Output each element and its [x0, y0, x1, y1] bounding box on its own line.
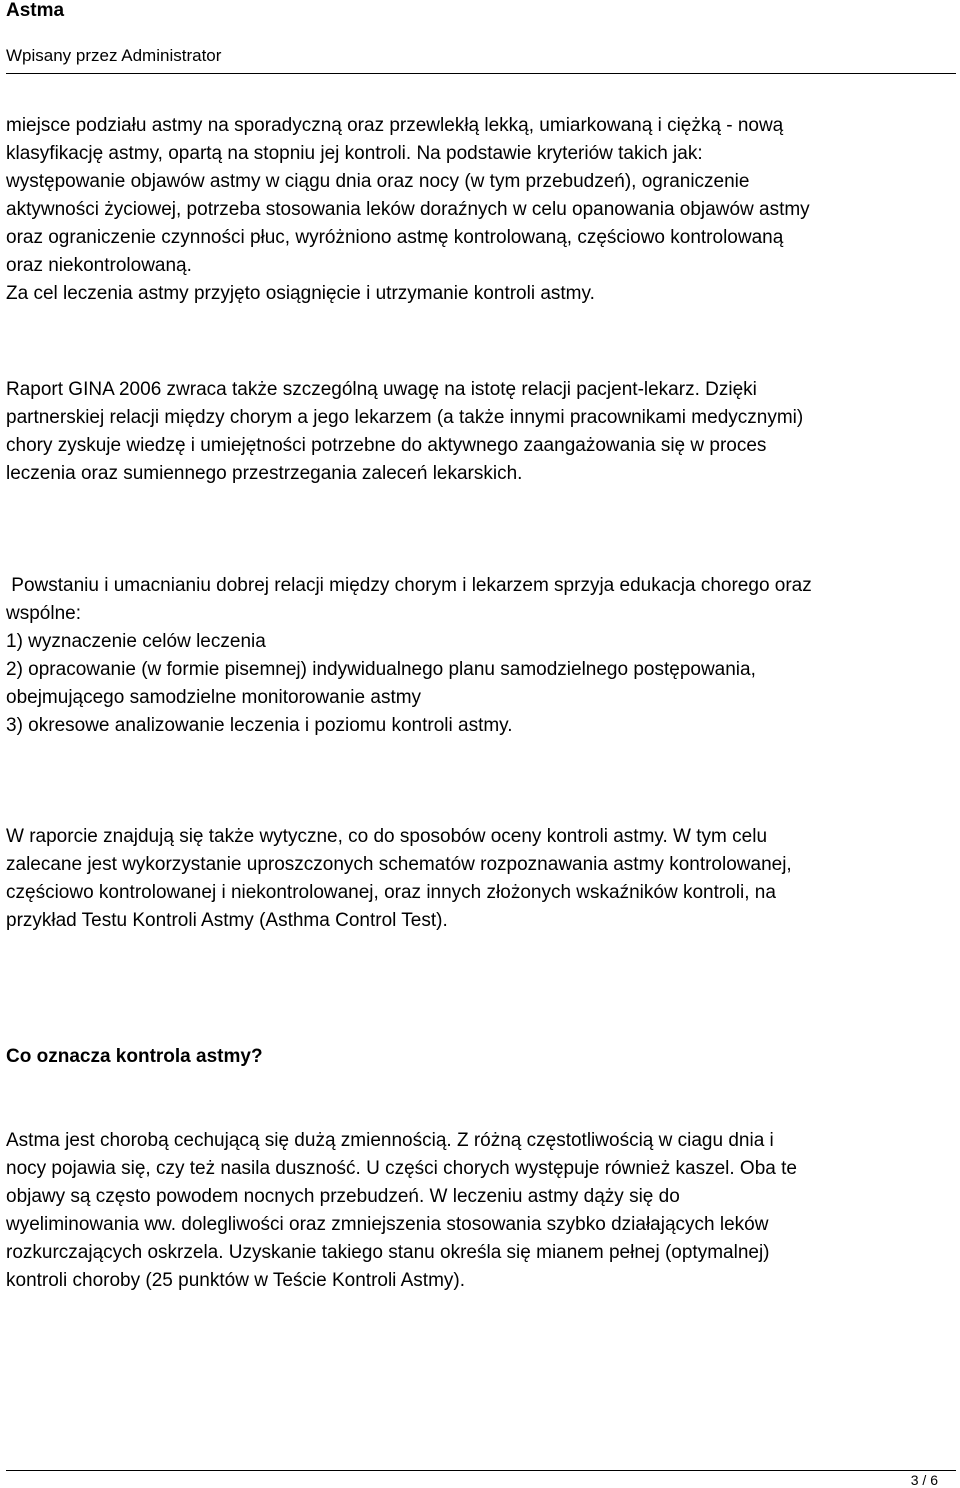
text-line: Astma jest chorobą cechującą się dużą zmiennością. Z różną częstotliwością w ciagu dnia i: [6, 1130, 774, 1151]
paragraph-control-definition: [6, 1127, 956, 1295]
text-line: wspólne:: [6, 603, 81, 624]
section-heading: Co oznacza kontrola astmy?: [6, 1046, 263, 1067]
paragraph-classification: [6, 112, 956, 308]
list-item: 2) opracowanie (w formie pisemnej) indywidualnego planu samodzielnego postępowania,: [6, 659, 756, 680]
header-divider: [6, 73, 956, 74]
text-line: objawy są często powodem nocnych przebudzeń. W leczeniu astmy dąży się do: [6, 1186, 680, 1207]
text-line: wyeliminowania ww. dolegliwości oraz zmniejszenia stosowania szybko działających leków: [6, 1214, 769, 1235]
text-line: nocy pojawia się, czy też nasila duszność. U części chorych występuje również kaszel. Oba te: [6, 1158, 797, 1179]
text-line: zalecane jest wykorzystanie uproszczonych schematów rozpoznawania astmy kontrolowanej,: [6, 854, 792, 875]
text-line: oraz ograniczenie czynności płuc, wyróżniono astmę kontrolowaną, częściowo kontrolowaną: [6, 227, 784, 248]
text-line: miejsce podziału astmy na sporadyczną oraz przewlekłą lekką, umiarkowaną i ciężką - nową: [6, 115, 784, 136]
text-line: rozkurczających oskrzela. Uzyskanie takiego stanu określa się mianem pełnej (optymalnej): [6, 1242, 770, 1263]
paragraph-gina-report: [6, 376, 956, 488]
text-line: występowanie objawów astmy w ciągu dnia oraz nocy (w tym przebudzeń), ograniczenie: [6, 171, 750, 192]
paragraph-education: [6, 572, 956, 740]
text-line: przykład Testu Kontroli Astmy (Asthma Control Test).: [6, 910, 448, 931]
text-line: aktywności życiowej, potrzeba stosowania leków doraźnych w celu opanowania objawów astmy: [6, 199, 810, 220]
list-item: 3) okresowe analizowanie leczenia i poziomu kontroli astmy.: [6, 715, 513, 736]
text-line: Za cel leczenia astmy przyjęto osiągnięcie i utrzymanie kontroli astmy.: [6, 283, 595, 304]
text-line: częściowo kontrolowanej i niekontrolowanej, oraz innych złożonych wskaźników kontroli, na: [6, 882, 776, 903]
document-header: [6, 0, 956, 65]
text-line: W raporcie znajdują się także wytyczne, co do sposobów oceny kontroli astmy. W tym celu: [6, 826, 768, 847]
list-item: 1) wyznaczenie celów leczenia: [6, 631, 266, 652]
text-line: obejmującego samodzielne monitorowanie astmy: [6, 687, 422, 708]
document-title: Astma: [6, 0, 65, 21]
text-line: klasyfikację astmy, opartą na stopniu jej kontroli. Na podstawie kryteriów takich jak:: [6, 143, 703, 164]
paragraph-guidelines: [6, 823, 956, 935]
text-line: Raport GINA 2006 zwraca także szczególną uwagę na istotę relacji pacjent-lekarz. Dzięki: [6, 379, 757, 400]
text-line: partnerskiej relacji między chorym a jego lekarzem (a także innymi pracownikami medycznymi): [6, 407, 804, 428]
document-author: Wpisany przez Administrator: [6, 46, 222, 65]
text-line: leczenia oraz sumiennego przestrzegania zaleceń lekarskich.: [6, 463, 523, 484]
text-line: Powstaniu i umacnianiu dobrej relacji między chorym i lekarzem sprzyja edukacja chorego oraz: [6, 575, 812, 596]
footer-divider: [6, 1470, 956, 1471]
text-line: oraz niekontrolowaną.: [6, 255, 192, 276]
article-body: [6, 112, 956, 1295]
text-line: chory zyskuje wiedzę i umiejętności potrzebne do aktywnego zaangażowania się w proces: [6, 435, 767, 456]
text-line: kontroli choroby (25 punktów w Teście Kontroli Astmy).: [6, 1270, 466, 1291]
page-number: 3 / 6: [910, 1472, 938, 1488]
